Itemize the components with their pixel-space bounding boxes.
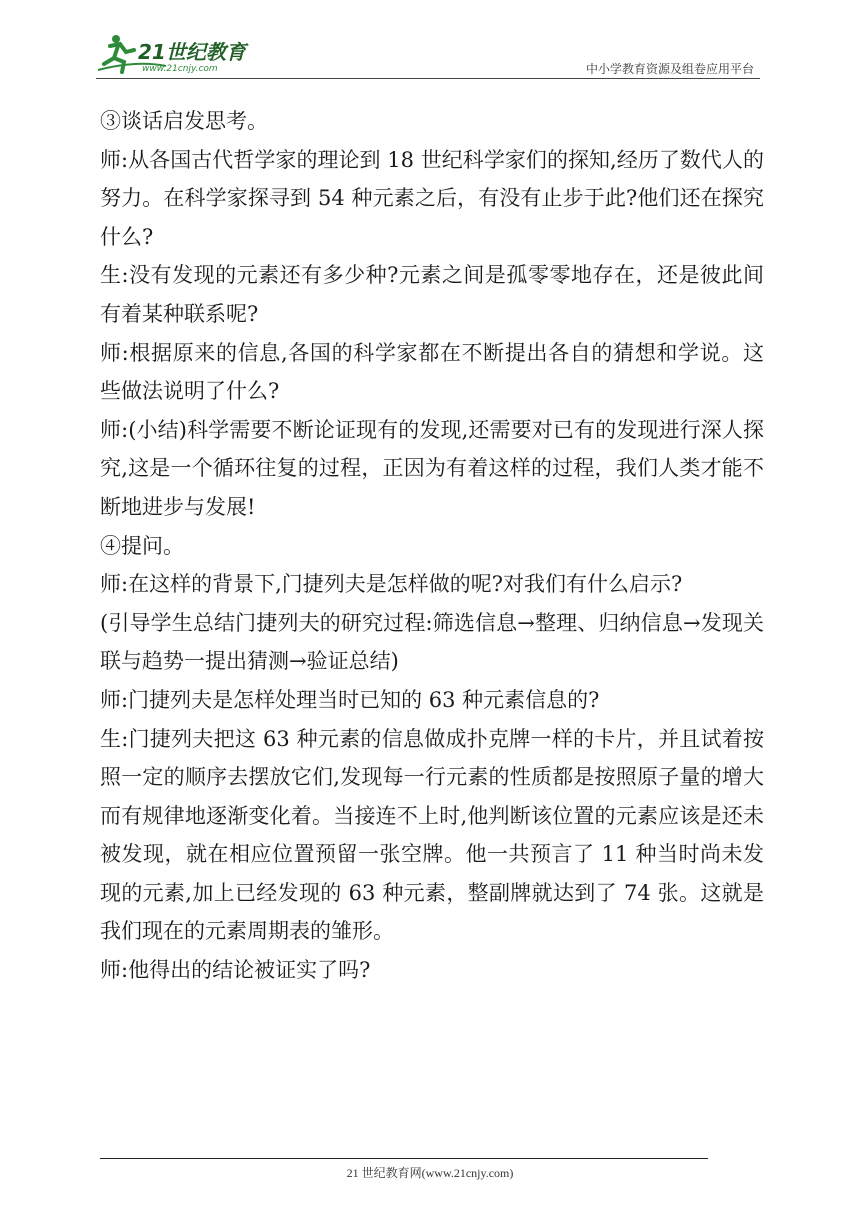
paragraph: 师:根据原来的信息,各国的科学家都在不断提出各自的猜想和学说。这些做法说明了什么? [100,340,764,404]
footer-source: 21 世纪教育网(www.21cnjy.com) [346,1166,514,1180]
svg-text:21世纪教育: 21世纪教育 [138,40,246,64]
platform-label: 中小学教育资源及组卷应用平台 [585,62,754,76]
runner-logo-icon [96,30,266,78]
paragraph: 生:没有发现的元素还有多少种?元素之间是孤零零地存在，还是彼此间有着某种联系呢? [100,263,764,326]
site-logo [96,30,266,78]
svg-text:www.21cnjy.com: www.21cnjy.com [142,64,218,74]
paragraph: 师:在这样的背景下,门捷列夫是怎样做的呢?对我们有什么启示? [100,572,683,597]
footer-divider [100,1158,708,1159]
paragraph: (引导学生总结门捷列夫的研究过程:筛选信息→整理、归纳信息→发现关联与趋势一提出猜测→验证总结) [100,610,764,674]
header-divider [96,78,760,79]
document-body [100,102,764,990]
paragraph: 师:门捷列夫是怎样处理当时已知的 63 种元素信息的? [100,687,600,712]
paragraph: 生:门捷列夫把这 63 种元素的信息做成扑克牌一样的卡片，并且试着按照一定的顺序去摆放它们,发现每一行元素的性质都是按照原子量的增大而有规律地逐渐变化着。当接连不上时,他判断该位置的元素应该是还未被发现，就在相应位置预留一张空牌。他一共预言了 11 种当时尚未发现的元素,加上已经发现的 63 种元素，整副牌就达到了 74 张。这就是我们现在的元素周期表的雏形。 [100,726,764,944]
paragraph: 师:(小结)科学需要不断论证现有的发现,还需要对已有的发现进行深人探究,这是一个循环往复的过程，正因为有着这样的过程，我们人类才能不断地进步与发展! [100,417,764,519]
paragraph: 师:他得出的结论被证实了吗? [100,958,371,983]
page-header [96,30,760,80]
paragraph: ③谈话启发思考。 [100,109,268,133]
paragraph: 师:从各国古代哲学家的理论到 18 世纪科学家们的探知,经历了数代人的努力。在科学家探寻到 54 种元素之后，有没有止步于此?他们还在探究什么? [100,147,764,249]
paragraph: ④提问。 [100,533,184,558]
